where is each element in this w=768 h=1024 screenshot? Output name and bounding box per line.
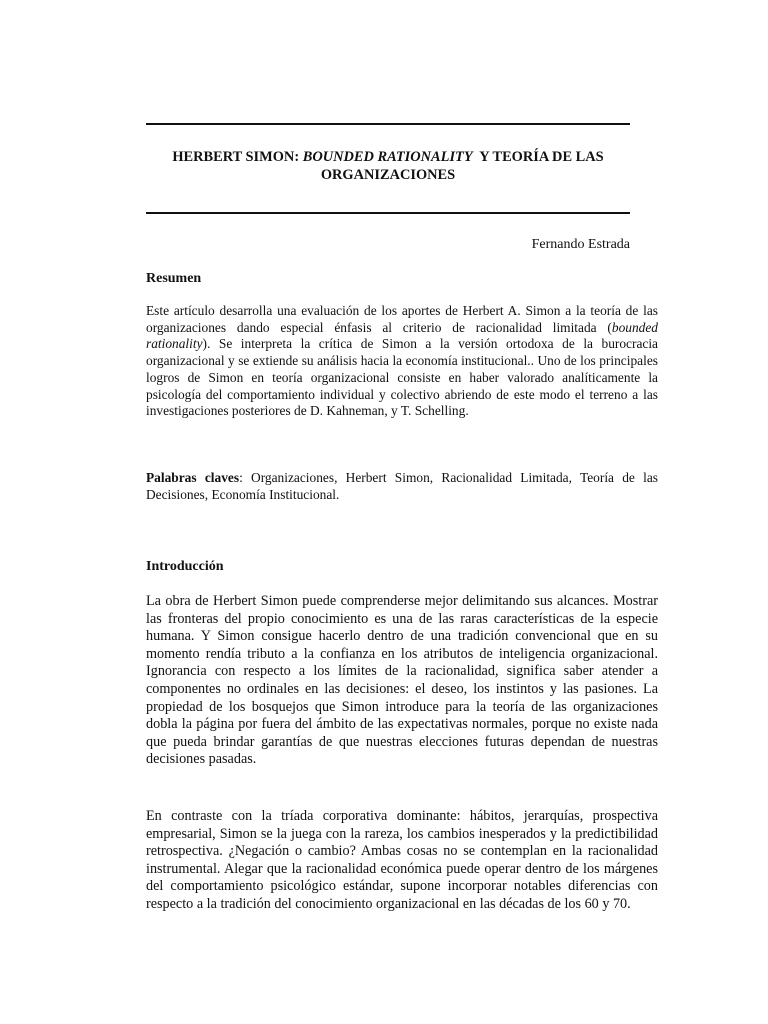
abstract-text (146, 303, 658, 420)
paper-title (146, 148, 630, 184)
introduction-paragraph-2: En contraste con la tríada corporativa dominante: hábitos, jerarquías, prospectiva empresarial, Simon se la juega con la rareza, los cambios inesperados y la predictibilidad retrospectiva. ¿Negación o cambio? Ambas cosas no se contemplan en la racionalidad instrumental. Alegar que la racionalidad económica puede operar dentro de los márgenes del comportamiento psicológico estándar, supone incorporar notables diferencias con respecto a la tradición del conocimiento organizacional en las décadas de los 60 y 70. (146, 808, 658, 912)
abstract-text-b: ). Se interpreta la crítica de Simon a la versión ortodoxa de la burocracia organizacional y se extiende su análisis hacia la economía institucional.. Uno de los principales logros de Simon en teoría organizacional consiste en haber valorado analíticamente la psicología del comportamiento individual y colectivo abriendo de este modo el terreno a las investigaciones posteriores de D. Kahneman, y T. Schelling. (146, 336, 658, 419)
keywords (146, 470, 658, 503)
keywords-label: Palabras claves (146, 470, 240, 485)
abstract-text-a: Este artículo desarrolla una evaluación de los aportes de Herbert A. Simon a la teoría de las organizaciones dando especial énfasis al criterio de racionalidad limitada ( (146, 303, 658, 335)
title-rule-bottom (146, 212, 630, 214)
title-part2-italic: BOUNDED RATIONALITY (302, 149, 473, 165)
title-part1: HERBERT SIMON: (172, 149, 303, 165)
title-line2: ORGANIZACIONES (320, 167, 456, 183)
abstract-text-italic: bounded rationality (146, 319, 658, 352)
title-part3: Y TEORÍA DE LAS (472, 149, 604, 165)
title-rule-top (146, 123, 630, 125)
abstract-heading: Resumen (146, 271, 202, 286)
introduction-paragraph-1: La obra de Herbert Simon puede comprenderse mejor delimitando sus alcances. Mostrar las fronteras del propio conocimiento es una de las raras características de la especie humana. Y Simon consigue hacerlo dentro de una tradición convencional que en su momento rendía tributo a la confianza en los atributos de inteligencia organizacional. Ignorancia con respecto a los límites de la racionalidad, significa saber atender a componentes no ordinales en las decisiones: el deseo, los instintos y las pasiones. La propiedad de los bosquejos que Simon introduce para la teoría de las organizaciones dobla la página por fuera del ámbito de las expectativas normales, porque no existe nada que pueda brindar garantías de que nuestras elecciones futuras dependan de nuestras decisiones pasadas. (146, 593, 658, 768)
author-name: Fernando Estrada (531, 237, 630, 252)
introduction-heading: Introducción (146, 559, 224, 574)
keywords-text: : Organizaciones, Herbert Simon, Racionalidad Limitada, Teoría de las Decisiones, Economía Institucional. (146, 470, 658, 502)
